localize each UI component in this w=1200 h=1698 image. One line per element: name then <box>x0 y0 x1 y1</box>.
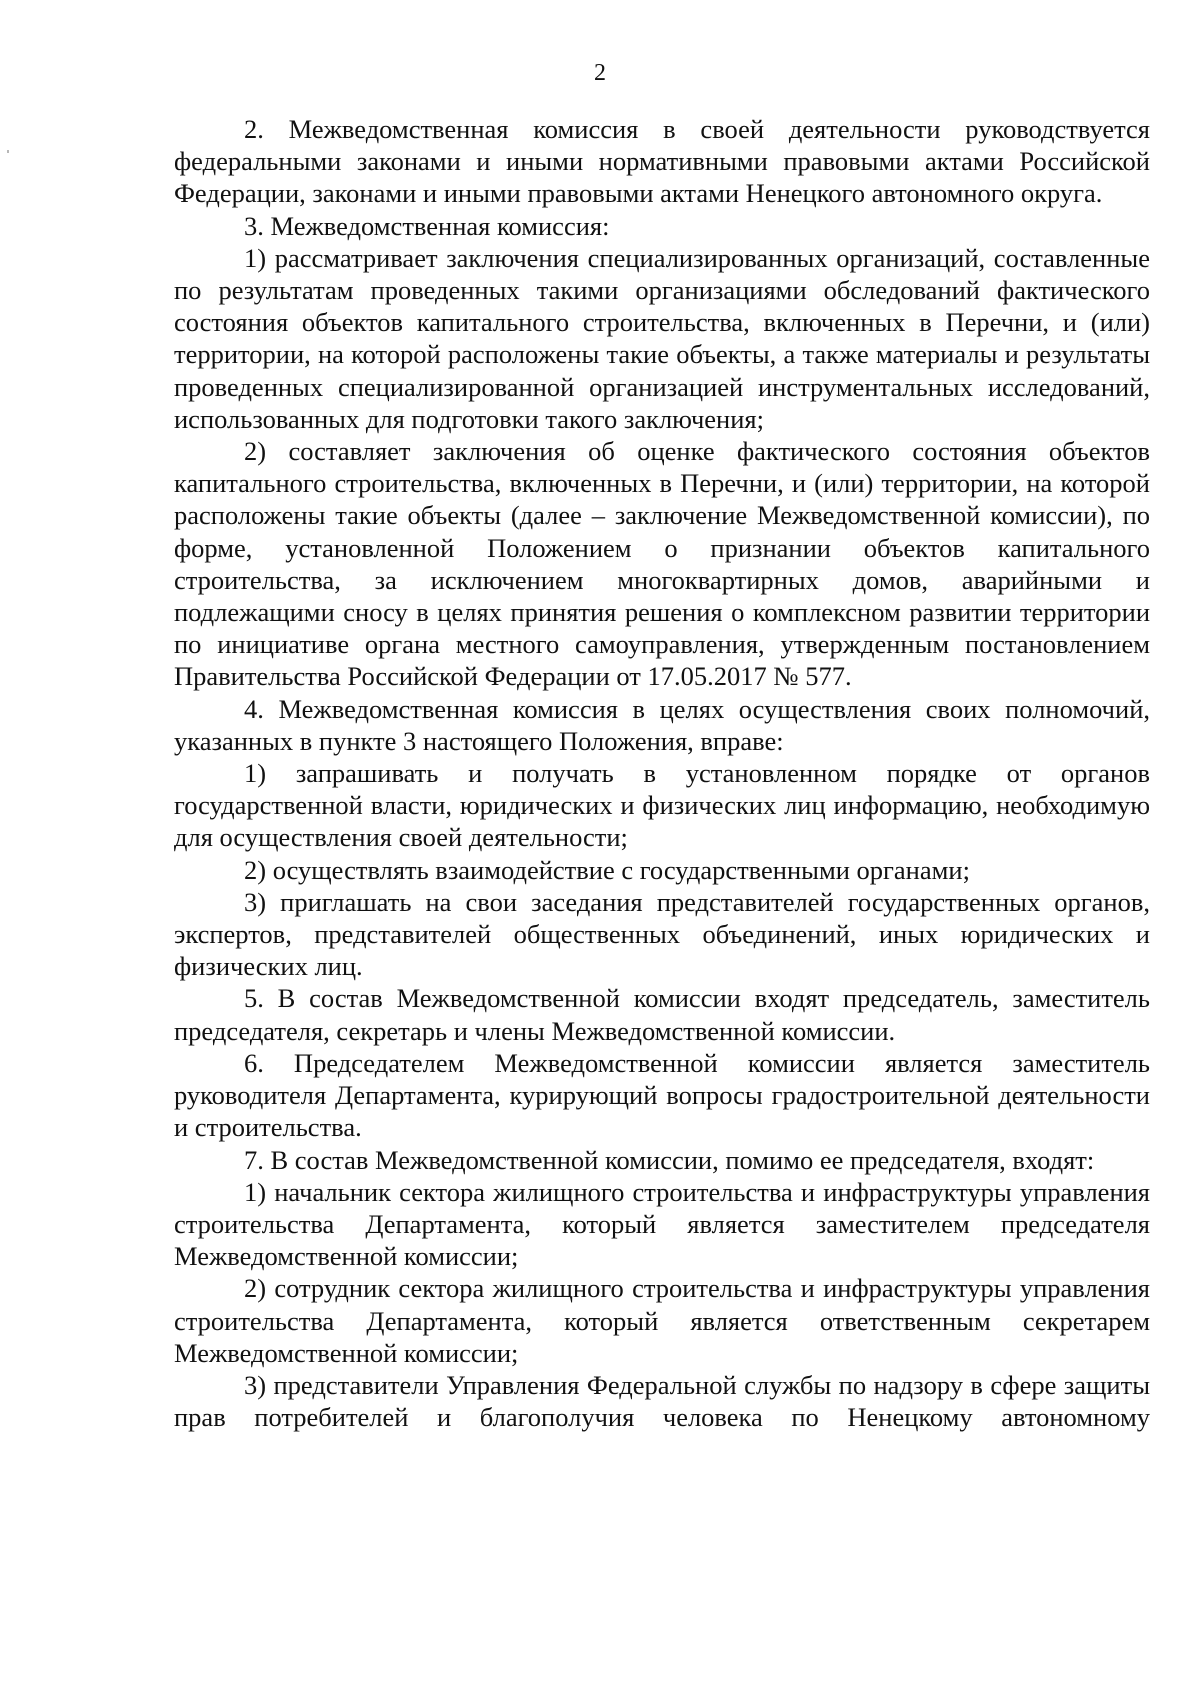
paragraph-3-item-1: 1) рассматривает заключения специализированных организаций, составленные по результатам проведенных такими организациями обследований фактического состояния объектов капитального строительства, включенных в Перечни, и (или) территории, на которой расположены такие объекты, а также материалы и результаты проведенных специализированной организацией инструментальных исследований, использованных для подготовки такого заключения; <box>174 242 1150 434</box>
paragraph-3: 3. Межведомственная комиссия: <box>244 210 610 241</box>
paragraph-7: 7. В состав Межведомственной комиссии, помимо ее председателя, входят: <box>244 1144 1095 1175</box>
paragraph-4-item-1: 1) запрашивать и получать в установленном порядке от органов государственной власти, юридических и физических лиц информацию, необходимую для осуществления своей деятельности; <box>174 758 1150 853</box>
paragraph-7-item-3: 3) представители Управления Федеральной службы по надзору в сфере защиты прав потребителей и благополучия человека по Ненецкому автономному <box>174 1369 1150 1433</box>
paragraph-3-item-2: 2) составляет заключения об оценке фактического состояния объектов капитального строительства, включенных в Перечни, и (или) территории, на которой расположены такие объекты (далее – заключение Межведомственной комиссии), по форме, установленной Положением о признании объектов капитального строительства, за исключением многоквартирных домов, аварийными и подлежащими сносу в целях принятия решения о комплексном развитии территории по инициативе органа местного самоуправления, утвержденным постановлением Правительства Российской Федерации от 17.05.2017 № 577. <box>174 436 1150 692</box>
paragraph-4: 4. Межведомственная комиссия в целях осуществления своих полномочий, указанных в пункте 3 настоящего Положения, вправе: <box>174 693 1150 756</box>
paragraph-6: 6. Председателем Межведомственной комиссии является заместитель руководителя Департамента, курирующий вопросы градостроительной деятельности и строительства. <box>174 1047 1150 1143</box>
document-body <box>174 113 1150 1433</box>
page-number: 2 <box>594 60 606 86</box>
paragraph-2: 2. Межведомственная комиссия в своей деятельности руководствуется федеральными законами и иными нормативными правовыми актами Российской Федерации, законами и иными правовыми актами Ненецкого автономного округа. <box>174 114 1150 209</box>
paragraph-5: 5. В состав Межведомственной комиссии входят председатель, заместитель председателя, секретарь и члены Межведомственной комиссии. <box>174 983 1150 1046</box>
paragraph-4-item-2: 2) осуществлять взаимодействие с государственными органами; <box>244 854 970 885</box>
paragraph-7-item-2: 2) сотрудник сектора жилищного строительства и инфраструктуры управления строительства Департамента, который является ответственным секретарем Межведомственной комиссии; <box>174 1273 1150 1368</box>
scan-artifact <box>7 150 9 153</box>
paragraph-4-item-3: 3) приглашать на свои заседания представителей государственных органов, экспертов, представителей общественных объединений, иных юридических и физических лиц. <box>174 886 1150 982</box>
paragraph-7-item-1: 1) начальник сектора жилищного строительства и инфраструктуры управления строительства Департамента, который является заместителем председателя Межведомственной комиссии; <box>174 1176 1150 1272</box>
